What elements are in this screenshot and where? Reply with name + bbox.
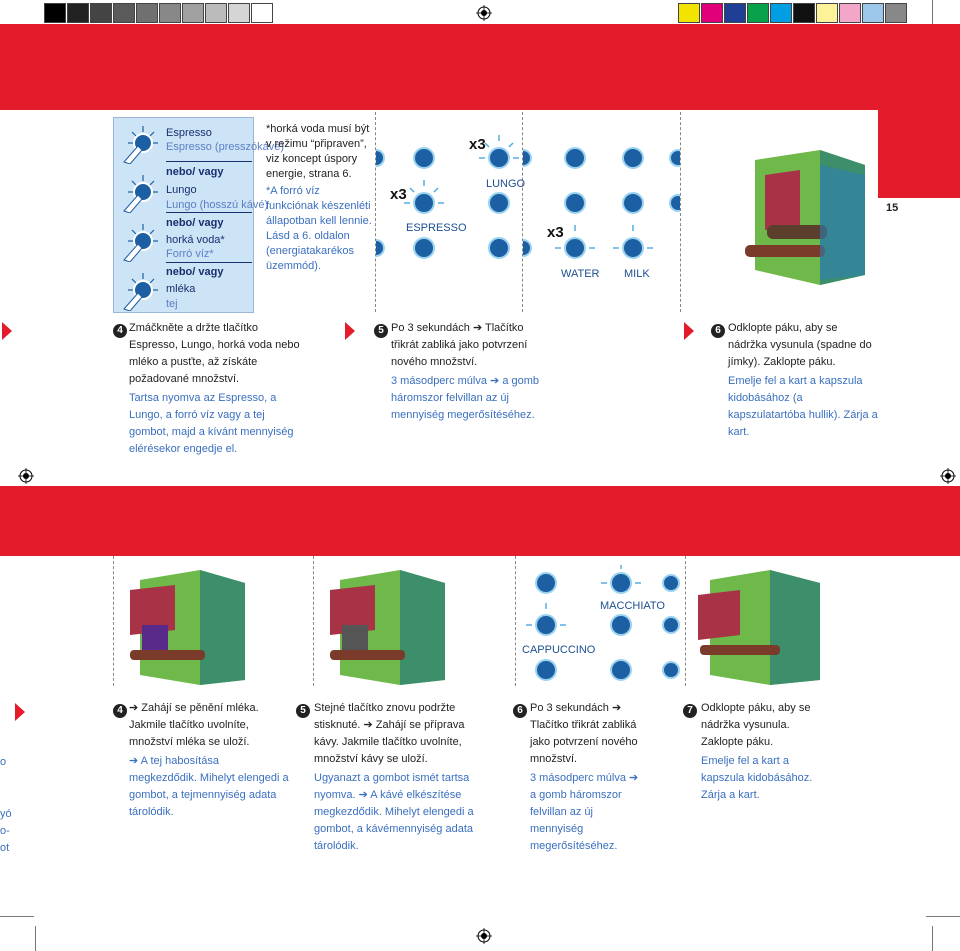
button-icon — [536, 660, 556, 680]
button-icon — [536, 573, 556, 593]
grayscale-color-bar — [44, 3, 274, 23]
edge-fragment: yó — [0, 808, 12, 820]
top-red-band — [0, 24, 960, 110]
button-icon — [523, 240, 531, 256]
cmyk-color-bar — [678, 3, 908, 23]
red-marker — [345, 322, 355, 340]
crop-mark — [35, 926, 36, 951]
page-tab — [878, 110, 960, 198]
bottom-step-4 — [129, 700, 289, 821]
blink-count-water: x3 — [547, 224, 564, 241]
step-translation: Ugyanazt a gombot ismét tartsa nyomva. ➔ A kávé elkészítése megkezdődik. Mihelyt elengedi a gombot, a kávémennyiség adata tárolódik. — [314, 772, 474, 852]
hot-water-note — [266, 122, 374, 274]
legend-divider — [166, 262, 252, 263]
edge-fragment: ot — [0, 842, 10, 854]
coffee-machine-eject-image — [690, 565, 825, 685]
crop-mark — [0, 916, 34, 917]
button-icon — [565, 238, 585, 258]
legend-lungo-translation: Lungo (hosszú kávé) — [166, 199, 269, 211]
hot-water-note-translation: *A forró víz funkciónak készenléti állapotban kell lennie. Lásd a 6. oldalon (energiatakarékos üzemmód). — [266, 185, 372, 272]
button-icon — [414, 238, 434, 258]
crop-mark — [932, 0, 933, 24]
button-icon — [623, 193, 643, 213]
step-text: Zmáčkněte a držte tlačítko Espresso, Lungo, horká voda nebo mléko a pusťte, až získáte požadované množství. — [129, 322, 300, 385]
red-marker — [684, 322, 694, 340]
button-icon — [670, 195, 680, 211]
lungo-button-label: LUNGO — [486, 178, 526, 190]
panel-divider — [680, 112, 682, 312]
top-step-5 — [391, 320, 551, 424]
legend-separator: nebo/ vagy — [166, 266, 224, 278]
water-button-label: WATER — [561, 268, 600, 280]
step-number: 7 — [683, 704, 697, 718]
legend-divider — [166, 212, 252, 213]
top-step-6 — [728, 320, 878, 441]
button-icon — [611, 573, 631, 593]
button-icon — [536, 615, 556, 635]
step-translation: 3 másodperc múlva ➔ a gomb háromszor felvillan az új mennyiség megerősítéséhez. — [530, 772, 639, 852]
registration-mark-bottom — [476, 928, 492, 944]
step-translation: 3 másodperc múlva ➔ a gomb háromszor felvillan az új mennyiség megerősítéséhez. — [391, 375, 540, 421]
milk-button-label: MILK — [624, 268, 650, 280]
red-marker — [15, 703, 25, 721]
button-icon — [376, 150, 384, 166]
hot-water-note-primary: *horká voda musí být v režimu “připraven”, viz koncept úspory energie, strana 6. — [266, 123, 370, 180]
hand-press-lungo-icon — [120, 173, 166, 213]
button-icon — [489, 193, 509, 213]
step-text: Stejné tlačítko znovu podržte stisknuté. ➔ Zahájí se příprava kávy. Jakmile tlačítko uvolníte, množství kávy se uloží. — [314, 702, 465, 765]
step-number: 6 — [513, 704, 527, 718]
button-icon — [663, 662, 679, 678]
step-text: Po 3 sekundách ➔ Tlačítko třikrát zabliká jako potvrzení nového množství. — [391, 322, 528, 368]
button-icon — [611, 660, 631, 680]
top-step-4 — [129, 320, 304, 458]
button-icon — [489, 148, 509, 168]
registration-mark-left — [18, 468, 34, 484]
button-icon — [623, 238, 643, 258]
coffee-machine-milk-image — [120, 565, 250, 685]
button-icon — [414, 148, 434, 168]
button-icon — [623, 148, 643, 168]
bottom-step-5 — [314, 700, 489, 855]
button-icon — [489, 238, 509, 258]
blink-count-espresso: x3 — [390, 186, 407, 203]
hand-press-water-icon — [120, 222, 166, 262]
button-icon — [663, 617, 679, 633]
button-icon — [523, 150, 531, 166]
step-number: 6 — [711, 324, 725, 338]
button-icon — [663, 575, 679, 591]
blink-count-lungo: x3 — [469, 136, 486, 153]
step-translation: Emelje fel a kart a kapszula kidobásához. Zárja a kart. — [701, 755, 813, 801]
legend-milk-label: mléka — [166, 283, 196, 295]
panel-divider — [313, 556, 315, 686]
step-translation: ➔ A tej habosítása megkezdődik. Mihelyt elengedi a gombot, a tejmennyiség adata tárolódik. — [129, 755, 289, 818]
step-text: Odklopte páku, aby se nádržka vysunula. Zaklopte páku. — [701, 702, 811, 748]
bottom-red-band — [0, 486, 960, 556]
coffee-machine-image — [725, 135, 875, 285]
legend-espresso-label: Espresso — [166, 127, 212, 139]
macchiato-cappuccino-panel — [516, 565, 685, 685]
panel-divider — [685, 556, 687, 686]
coffee-machine-coffee-image — [320, 565, 450, 685]
crop-mark — [932, 926, 933, 951]
cappuccino-button-label: CAPPUCCINO — [522, 644, 596, 656]
macchiato-button-label: MACCHIATO — [600, 600, 665, 612]
crop-mark — [926, 916, 960, 917]
registration-mark-right — [940, 468, 956, 484]
step-text: Po 3 sekundách ➔ Tlačítko třikrát zabliká jako potvrzení nového množství. — [530, 702, 638, 765]
step-number: 5 — [296, 704, 310, 718]
page-number: 15 — [886, 202, 899, 214]
panel-divider — [113, 556, 115, 686]
edge-fragment: o — [0, 756, 7, 768]
step-number: 5 — [374, 324, 388, 338]
button-icon — [414, 193, 434, 213]
bottom-step-6 — [530, 700, 640, 855]
step-number: 4 — [113, 704, 127, 718]
legend-water-label: horká voda* — [166, 234, 225, 246]
button-icon — [565, 148, 585, 168]
registration-mark-top — [476, 5, 492, 21]
water-milk-panel — [523, 130, 680, 270]
legend-divider — [166, 161, 252, 162]
legend-separator: nebo/ vagy — [166, 217, 224, 229]
hand-press-milk-icon — [120, 271, 166, 311]
step-number: 4 — [113, 324, 127, 338]
step-text: ➔ Zahájí se pěnění mléka. Jakmile tlačítko uvolníte, množství mléka se uloží. — [129, 702, 259, 748]
button-icon — [376, 240, 384, 256]
legend-milk-translation: tej — [166, 298, 178, 310]
step-translation: Emelje fel a kart a kapszula kidobásához (a kapszulatartóba hullik). Zárja a kart. — [728, 375, 878, 438]
red-marker — [2, 322, 12, 340]
legend-separator: nebo/ vagy — [166, 166, 224, 178]
legend-espresso-translation: Espresso (presszókávé) — [166, 141, 284, 153]
legend-lungo-label: Lungo — [166, 184, 197, 196]
step-text: Odklopte páku, aby se nádržka vysunula (spadne do jímky). Zaklopte páku. — [728, 322, 872, 368]
button-icon — [565, 193, 585, 213]
edge-fragment: o- — [0, 825, 10, 837]
legend-water-translation: Forró víz* — [166, 248, 214, 260]
espresso-button-label: ESPRESSO — [406, 222, 467, 234]
button-icon — [611, 615, 631, 635]
button-legend-box — [113, 117, 284, 313]
button-icon — [670, 150, 680, 166]
step-translation: Tartsa nyomva az Espresso, a Lungo, a forró víz vagy a tej gombot, majd a kívánt mennyiség elérésekor engedje el. — [129, 392, 294, 455]
bottom-step-7 — [701, 700, 831, 804]
hand-press-espresso-icon — [120, 124, 166, 164]
